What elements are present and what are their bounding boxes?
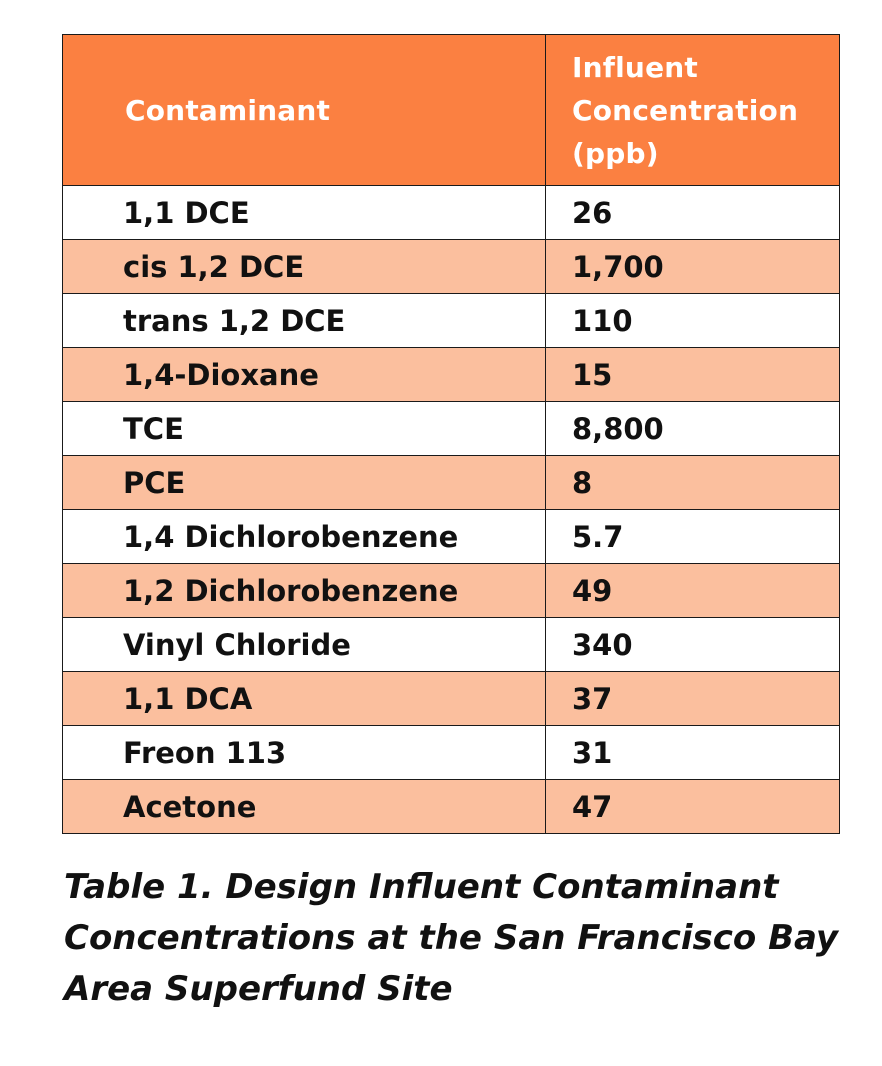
concentration-cell: 1,700: [546, 240, 840, 294]
concentration-cell: 15: [546, 348, 840, 402]
table-row: [63, 456, 840, 510]
table-body: [63, 186, 840, 834]
header-influent-concentration: Influent Concentration (ppb): [546, 35, 840, 186]
contaminant-cell: 1,4 Dichlorobenzene: [63, 510, 546, 564]
header-contaminant: Contaminant: [63, 35, 546, 186]
concentration-cell: 49: [546, 564, 840, 618]
contaminant-cell: Freon 113: [63, 726, 546, 780]
contaminant-cell: cis 1,2 DCE: [63, 240, 546, 294]
table-header-row: [63, 35, 840, 186]
contaminant-cell: TCE: [63, 402, 546, 456]
table-row: [63, 726, 840, 780]
table-row: [63, 294, 840, 348]
table-caption: Table 1. Design Influent Contaminant Concentrations at the San Francisco Bay Area Superfund Site: [64, 867, 839, 1009]
table-row: [63, 402, 840, 456]
concentration-cell: 110: [546, 294, 840, 348]
table-row: [63, 618, 840, 672]
table-row: [63, 186, 840, 240]
contaminant-cell: trans 1,2 DCE: [63, 294, 546, 348]
contaminant-cell: Acetone: [63, 780, 546, 834]
contaminant-cell: 1,2 Dichlorobenzene: [63, 564, 546, 618]
concentration-cell: 8: [546, 456, 840, 510]
table-row: [63, 564, 840, 618]
concentration-cell: 47: [546, 780, 840, 834]
contaminant-cell: Vinyl Chloride: [63, 618, 546, 672]
contaminant-cell: PCE: [63, 456, 546, 510]
contaminant-cell: 1,4-Dioxane: [63, 348, 546, 402]
contaminant-table: [62, 34, 840, 834]
concentration-cell: 340: [546, 618, 840, 672]
concentration-cell: 31: [546, 726, 840, 780]
table-row: [63, 510, 840, 564]
concentration-cell: 37: [546, 672, 840, 726]
contaminant-cell: 1,1 DCA: [63, 672, 546, 726]
table-row: [63, 672, 840, 726]
concentration-cell: 8,800: [546, 402, 840, 456]
concentration-cell: 26: [546, 186, 840, 240]
table-row: [63, 348, 840, 402]
table-row: [63, 780, 840, 834]
contaminant-cell: 1,1 DCE: [63, 186, 546, 240]
contaminant-table-container: [62, 34, 839, 834]
table-row: [63, 240, 840, 294]
concentration-cell: 5.7: [546, 510, 840, 564]
